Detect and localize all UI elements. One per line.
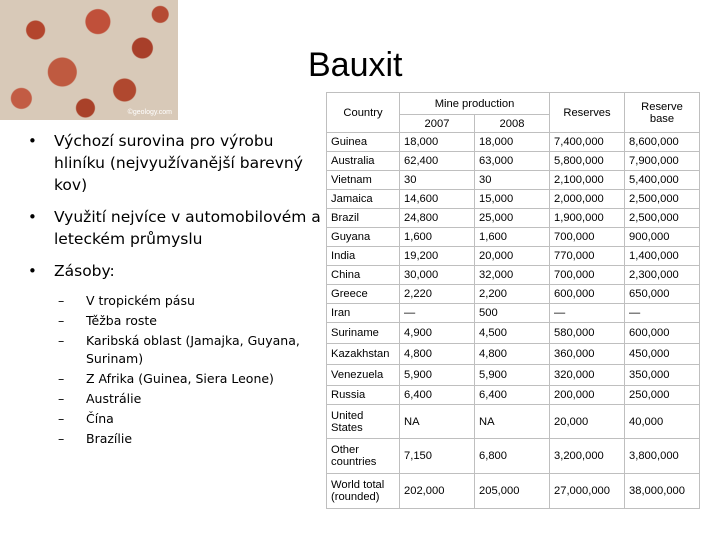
value-cell: 202,000 bbox=[400, 474, 475, 509]
value-cell: 580,000 bbox=[550, 323, 625, 344]
header-2007: 2007 bbox=[400, 115, 475, 133]
bullet-text: Zásoby: bbox=[54, 262, 115, 280]
table-row bbox=[327, 152, 700, 171]
value-cell: 200,000 bbox=[550, 386, 625, 405]
country-cell: United States bbox=[327, 405, 400, 439]
country-cell: Russia bbox=[327, 386, 400, 405]
table-row bbox=[327, 304, 700, 323]
subbullet-text: Austrálie bbox=[86, 391, 142, 406]
value-cell: 1,400,000 bbox=[625, 247, 700, 266]
value-cell: 4,500 bbox=[475, 323, 550, 344]
subbullet-item bbox=[58, 410, 326, 428]
value-cell: 38,000,000 bbox=[625, 474, 700, 509]
value-cell: 30 bbox=[400, 171, 475, 190]
value-cell: 1,600 bbox=[400, 228, 475, 247]
subbullet-text: Čína bbox=[86, 411, 114, 426]
value-cell: 2,220 bbox=[400, 285, 475, 304]
value-cell: 360,000 bbox=[550, 344, 625, 365]
bauxite-photo bbox=[0, 0, 178, 120]
header-country: Country bbox=[327, 93, 400, 133]
table-row bbox=[327, 386, 700, 405]
country-cell: Suriname bbox=[327, 323, 400, 344]
value-cell: 650,000 bbox=[625, 285, 700, 304]
value-cell: 1,900,000 bbox=[550, 209, 625, 228]
country-cell: Greece bbox=[327, 285, 400, 304]
country-cell: Jamaica bbox=[327, 190, 400, 209]
value-cell: 2,500,000 bbox=[625, 190, 700, 209]
table-row bbox=[327, 171, 700, 190]
table-row bbox=[327, 285, 700, 304]
value-cell: 18,000 bbox=[400, 133, 475, 152]
subbullet-text: Karibská oblast (Jamajka, Guyana, Surinam) bbox=[86, 333, 300, 366]
subbullet-list bbox=[28, 292, 328, 448]
value-cell: 5,900 bbox=[400, 365, 475, 386]
header-reserve-base: Reserve base bbox=[625, 93, 700, 133]
country-cell: Australia bbox=[327, 152, 400, 171]
subbullet-text: V tropickém pásu bbox=[86, 293, 195, 308]
country-cell: Vietnam bbox=[327, 171, 400, 190]
table-row bbox=[327, 190, 700, 209]
header-reserves: Reserves bbox=[550, 93, 625, 133]
value-cell: 320,000 bbox=[550, 365, 625, 386]
value-cell: 32,000 bbox=[475, 266, 550, 285]
bullet-dot: • bbox=[28, 262, 37, 280]
country-cell: Guyana bbox=[327, 228, 400, 247]
subbullet-item bbox=[58, 390, 326, 408]
value-cell: 1,600 bbox=[475, 228, 550, 247]
bullet-text: Využití nejvíce v automobilovém a leteckém průmyslu bbox=[54, 208, 321, 248]
value-cell: 7,900,000 bbox=[625, 152, 700, 171]
table-row bbox=[327, 474, 700, 509]
value-cell: — bbox=[625, 304, 700, 323]
value-cell: 4,800 bbox=[400, 344, 475, 365]
value-cell: 600,000 bbox=[550, 285, 625, 304]
value-cell: 8,600,000 bbox=[625, 133, 700, 152]
slide-title: Bauxit bbox=[308, 46, 403, 84]
subbullet-item bbox=[58, 292, 326, 310]
table-row bbox=[327, 228, 700, 247]
header-mine-production: Mine production bbox=[400, 93, 550, 115]
value-cell: 2,200 bbox=[475, 285, 550, 304]
subbullet-dash: – bbox=[58, 391, 65, 406]
country-cell: Venezuela bbox=[327, 365, 400, 386]
value-cell: 5,800,000 bbox=[550, 152, 625, 171]
value-cell: 20,000 bbox=[550, 405, 625, 439]
value-cell: 2,500,000 bbox=[625, 209, 700, 228]
country-cell: Guinea bbox=[327, 133, 400, 152]
bullet-item bbox=[28, 260, 328, 282]
value-cell: 19,200 bbox=[400, 247, 475, 266]
subbullet-dash: – bbox=[58, 293, 65, 308]
country-cell: Iran bbox=[327, 304, 400, 323]
bullet-list bbox=[28, 130, 328, 450]
bullet-dot: • bbox=[28, 132, 37, 150]
value-cell: 30,000 bbox=[400, 266, 475, 285]
subbullet-text: Z Afrika (Guinea, Siera Leone) bbox=[86, 371, 274, 386]
table-row bbox=[327, 209, 700, 228]
value-cell: NA bbox=[475, 405, 550, 439]
value-cell: 6,400 bbox=[400, 386, 475, 405]
value-cell: 2,100,000 bbox=[550, 171, 625, 190]
value-cell: 5,900 bbox=[475, 365, 550, 386]
value-cell: 63,000 bbox=[475, 152, 550, 171]
value-cell: 4,900 bbox=[400, 323, 475, 344]
subbullet-item bbox=[58, 370, 326, 388]
value-cell: 3,800,000 bbox=[625, 439, 700, 474]
value-cell: 18,000 bbox=[475, 133, 550, 152]
value-cell: 7,150 bbox=[400, 439, 475, 474]
value-cell: 6,800 bbox=[475, 439, 550, 474]
table-row bbox=[327, 133, 700, 152]
table-row bbox=[327, 439, 700, 474]
value-cell: — bbox=[400, 304, 475, 323]
value-cell: NA bbox=[400, 405, 475, 439]
table-row bbox=[327, 344, 700, 365]
value-cell: 350,000 bbox=[625, 365, 700, 386]
subbullet-dash: – bbox=[58, 371, 65, 386]
subbullet-dash: – bbox=[58, 313, 65, 328]
country-cell: Other countries bbox=[327, 439, 400, 474]
bullet-text: Výchozí surovina pro výrobu hliníku (nejvyužívanější barevný kov) bbox=[54, 132, 303, 194]
value-cell: 40,000 bbox=[625, 405, 700, 439]
value-cell: 700,000 bbox=[550, 228, 625, 247]
value-cell: 14,600 bbox=[400, 190, 475, 209]
bullet-item bbox=[28, 206, 328, 250]
value-cell: 600,000 bbox=[625, 323, 700, 344]
table-row bbox=[327, 323, 700, 344]
value-cell: — bbox=[550, 304, 625, 323]
value-cell: 6,400 bbox=[475, 386, 550, 405]
bullet-item bbox=[28, 130, 328, 196]
value-cell: 2,000,000 bbox=[550, 190, 625, 209]
bauxite-table bbox=[326, 92, 700, 509]
value-cell: 25,000 bbox=[475, 209, 550, 228]
value-cell: 900,000 bbox=[625, 228, 700, 247]
value-cell: 30 bbox=[475, 171, 550, 190]
table-row bbox=[327, 247, 700, 266]
value-cell: 205,000 bbox=[475, 474, 550, 509]
subbullet-dash: – bbox=[58, 431, 65, 446]
value-cell: 3,200,000 bbox=[550, 439, 625, 474]
value-cell: 5,400,000 bbox=[625, 171, 700, 190]
country-cell: China bbox=[327, 266, 400, 285]
country-cell: World total (rounded) bbox=[327, 474, 400, 509]
value-cell: 7,400,000 bbox=[550, 133, 625, 152]
table-row bbox=[327, 266, 700, 285]
subbullet-item bbox=[58, 332, 326, 368]
value-cell: 20,000 bbox=[475, 247, 550, 266]
bullet-dot: • bbox=[28, 208, 37, 226]
country-cell: Brazil bbox=[327, 209, 400, 228]
subbullet-item bbox=[58, 430, 326, 448]
photo-credit: ©geology.com bbox=[127, 109, 172, 116]
table-row bbox=[327, 405, 700, 439]
value-cell: 770,000 bbox=[550, 247, 625, 266]
table-body bbox=[327, 133, 700, 509]
value-cell: 500 bbox=[475, 304, 550, 323]
table-row bbox=[327, 365, 700, 386]
subbullet-text: Těžba roste bbox=[86, 313, 157, 328]
subbullet-dash: – bbox=[58, 333, 65, 348]
value-cell: 27,000,000 bbox=[550, 474, 625, 509]
value-cell: 4,800 bbox=[475, 344, 550, 365]
value-cell: 15,000 bbox=[475, 190, 550, 209]
subbullet-item bbox=[58, 312, 326, 330]
country-cell: India bbox=[327, 247, 400, 266]
value-cell: 250,000 bbox=[625, 386, 700, 405]
country-cell: Kazakhstan bbox=[327, 344, 400, 365]
value-cell: 24,800 bbox=[400, 209, 475, 228]
value-cell: 450,000 bbox=[625, 344, 700, 365]
value-cell: 2,300,000 bbox=[625, 266, 700, 285]
value-cell: 700,000 bbox=[550, 266, 625, 285]
header-2008: 2008 bbox=[475, 115, 550, 133]
subbullet-text: Brazílie bbox=[86, 431, 133, 446]
subbullet-dash: – bbox=[58, 411, 65, 426]
value-cell: 62,400 bbox=[400, 152, 475, 171]
